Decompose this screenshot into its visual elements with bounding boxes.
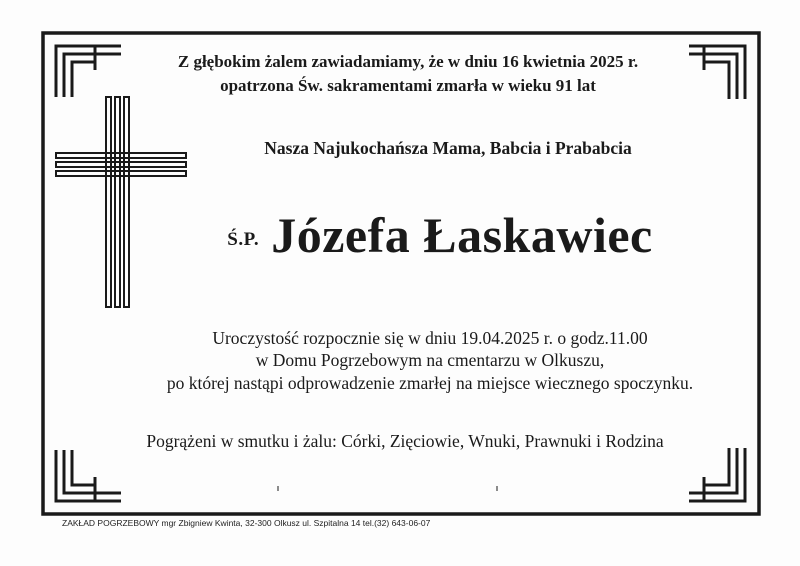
- ceremony-line-3: po której nastąpi odprowadzenie zmarłej na miejsce wiecznego spoczynku.: [166, 373, 694, 393]
- bottom-tick-marks: [278, 486, 497, 491]
- ceremony-line-2: w Domu Pogrzebowym na cmentarzu w Olkuszu,: [255, 350, 605, 370]
- header-line-2: opatrzona Św. sakramentami zmarła w wieku 91 lat: [220, 76, 596, 95]
- mourners-line: Pogrążeni w smutku i żalu: Córki, Zięciowie, Wnuki, Prawnuki i Rodzina: [146, 431, 664, 451]
- ceremony-line-1: Uroczystość rozpocznie się w dniu 19.04.2025 r. o godz.11.00: [212, 328, 648, 348]
- header-line-1: Z głębokim żalem zawiadamiamy, że w dniu 16 kwietnia 2025 r.: [177, 52, 639, 71]
- funeral-home-footer: ZAKŁAD POGRZEBOWY mgr Zbigniew Kwinta, 32-300 Olkusz ul. Szpitalna 14 tel.(32) 643-06-07: [62, 518, 431, 528]
- deceased-name: Józefa Łaskawiec: [271, 207, 653, 263]
- deceased-name-row: [40, 206, 800, 264]
- cross-icon: [56, 97, 186, 307]
- name-prefix: Ś.P.: [227, 229, 260, 250]
- corner-ornament-bottom-left: [56, 450, 121, 501]
- subtitle: Nasza Najukochańsza Mama, Babcia i Prababcia: [264, 138, 632, 158]
- corner-ornament-bottom-right: [689, 448, 745, 501]
